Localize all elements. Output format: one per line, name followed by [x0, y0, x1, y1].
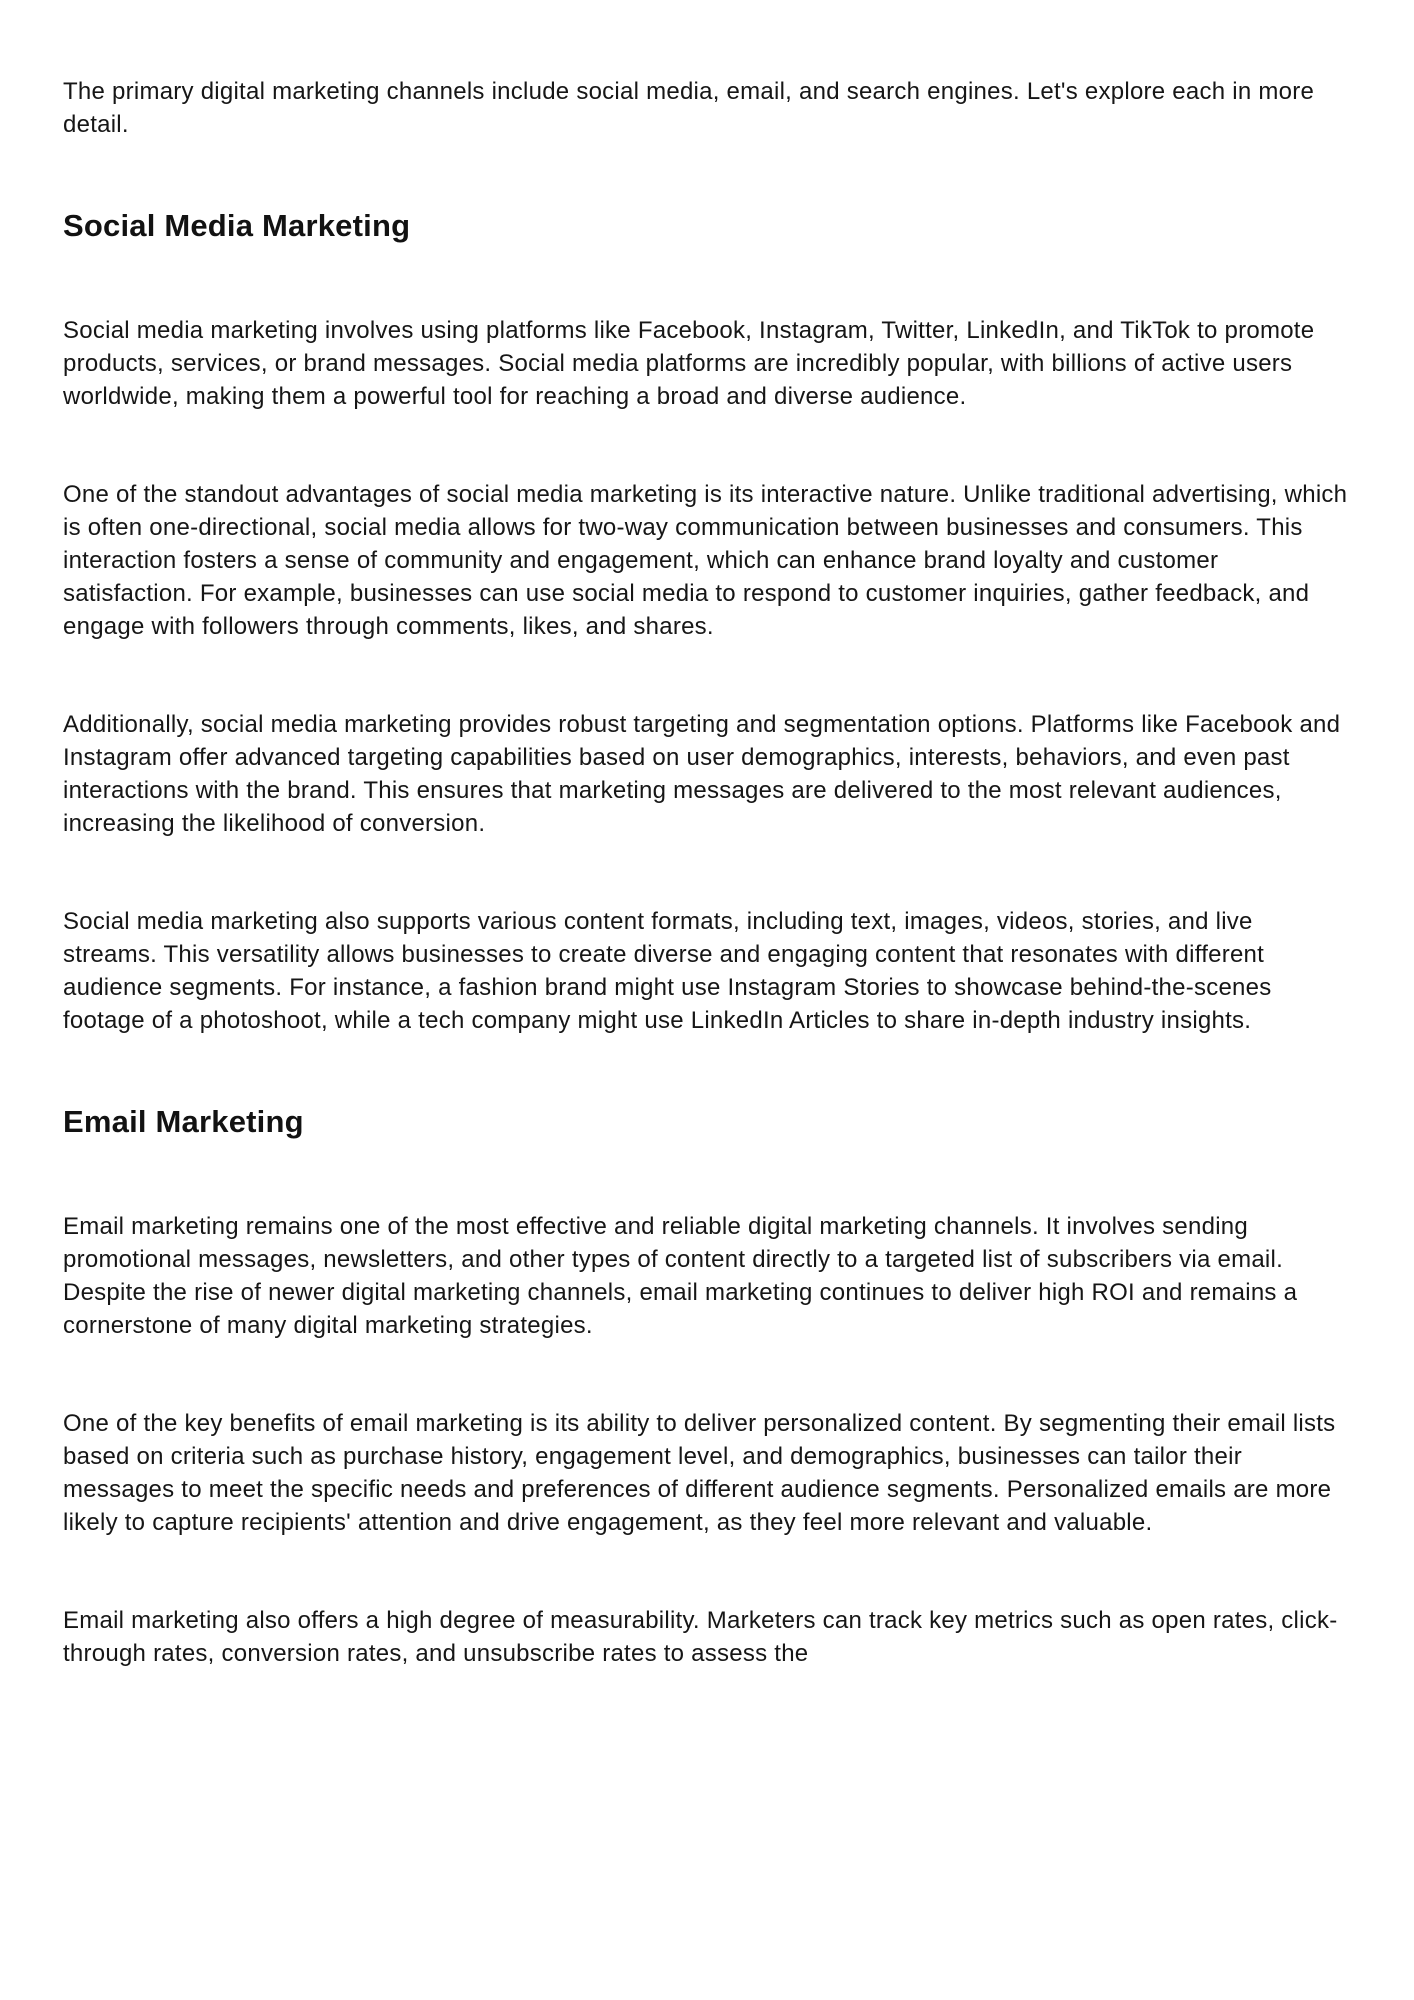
document-content [63, 75, 1351, 1670]
email-paragraph-1: Email marketing remains one of the most effective and reliable digital marketing channels. It involves sending promotional messages, newsletters, and other types of content directly to a targeted list of subscribers via email. Despite the rise of newer digital marketing channels, email marketing continues to deliver high ROI and remains a cornerstone of many digital marketing strategies. [63, 1213, 1298, 1339]
social-media-paragraph-1: Social media marketing involves using platforms like Facebook, Instagram, Twitter, LinkedIn, and TikTok to promote products, services, or brand messages. Social media platforms are incredibly popular, with billions of active users worldwide, making them a powerful tool for reaching a broad and diverse audience. [63, 317, 1315, 410]
email-paragraph-2: One of the key benefits of email marketing is its ability to deliver personalized content. By segmenting their email lists based on criteria such as purchase history, engagement level, and demographics, businesses can tailor their messages to meet the specific needs and preferences of different audience segments. Personalized emails are more likely to capture recipients' attention and drive engagement, as they feel more relevant and valuable. [63, 1410, 1336, 1536]
section-heading-social-media-marketing: Social Media Marketing [63, 208, 411, 243]
social-media-paragraph-3: Additionally, social media marketing provides robust targeting and segmentation options. Platforms like Facebook and Instagram offer advanced targeting capabilities based on user demographics, interests, behaviors, and even past interactions with the brand. This ensures that marketing messages are delivered to the most relevant audiences, increasing the likelihood of conversion. [63, 711, 1341, 837]
section-heading-email-marketing: Email Marketing [63, 1104, 304, 1139]
intro-paragraph: The primary digital marketing channels include social media, email, and search engines. Let's explore each in more detail. [63, 78, 1315, 138]
email-paragraph-3-truncated: Email marketing also offers a high degree of measurability. Marketers can track key metrics such as open rates, click-through rates, conversion rates, and unsubscribe rates to assess the [63, 1607, 1338, 1667]
social-media-paragraph-4: Social media marketing also supports various content formats, including text, images, videos, stories, and live streams. This versatility allows businesses to create diverse and engaging content that resonates with different audience segments. For instance, a fashion brand might use Instagram Stories to showcase behind-the-scenes footage of a photoshoot, while a tech company might use LinkedIn Articles to share in-depth industry insights. [63, 908, 1272, 1034]
social-media-paragraph-2: One of the standout advantages of social media marketing is its interactive nature. Unlike traditional advertising, which is often one-directional, social media allows for two-way communication between businesses and consumers. This interaction fosters a sense of community and engagement, which can enhance brand loyalty and customer satisfaction. For example, businesses can use social media to respond to customer inquiries, gather feedback, and engage with followers through comments, likes, and shares. [63, 481, 1348, 640]
